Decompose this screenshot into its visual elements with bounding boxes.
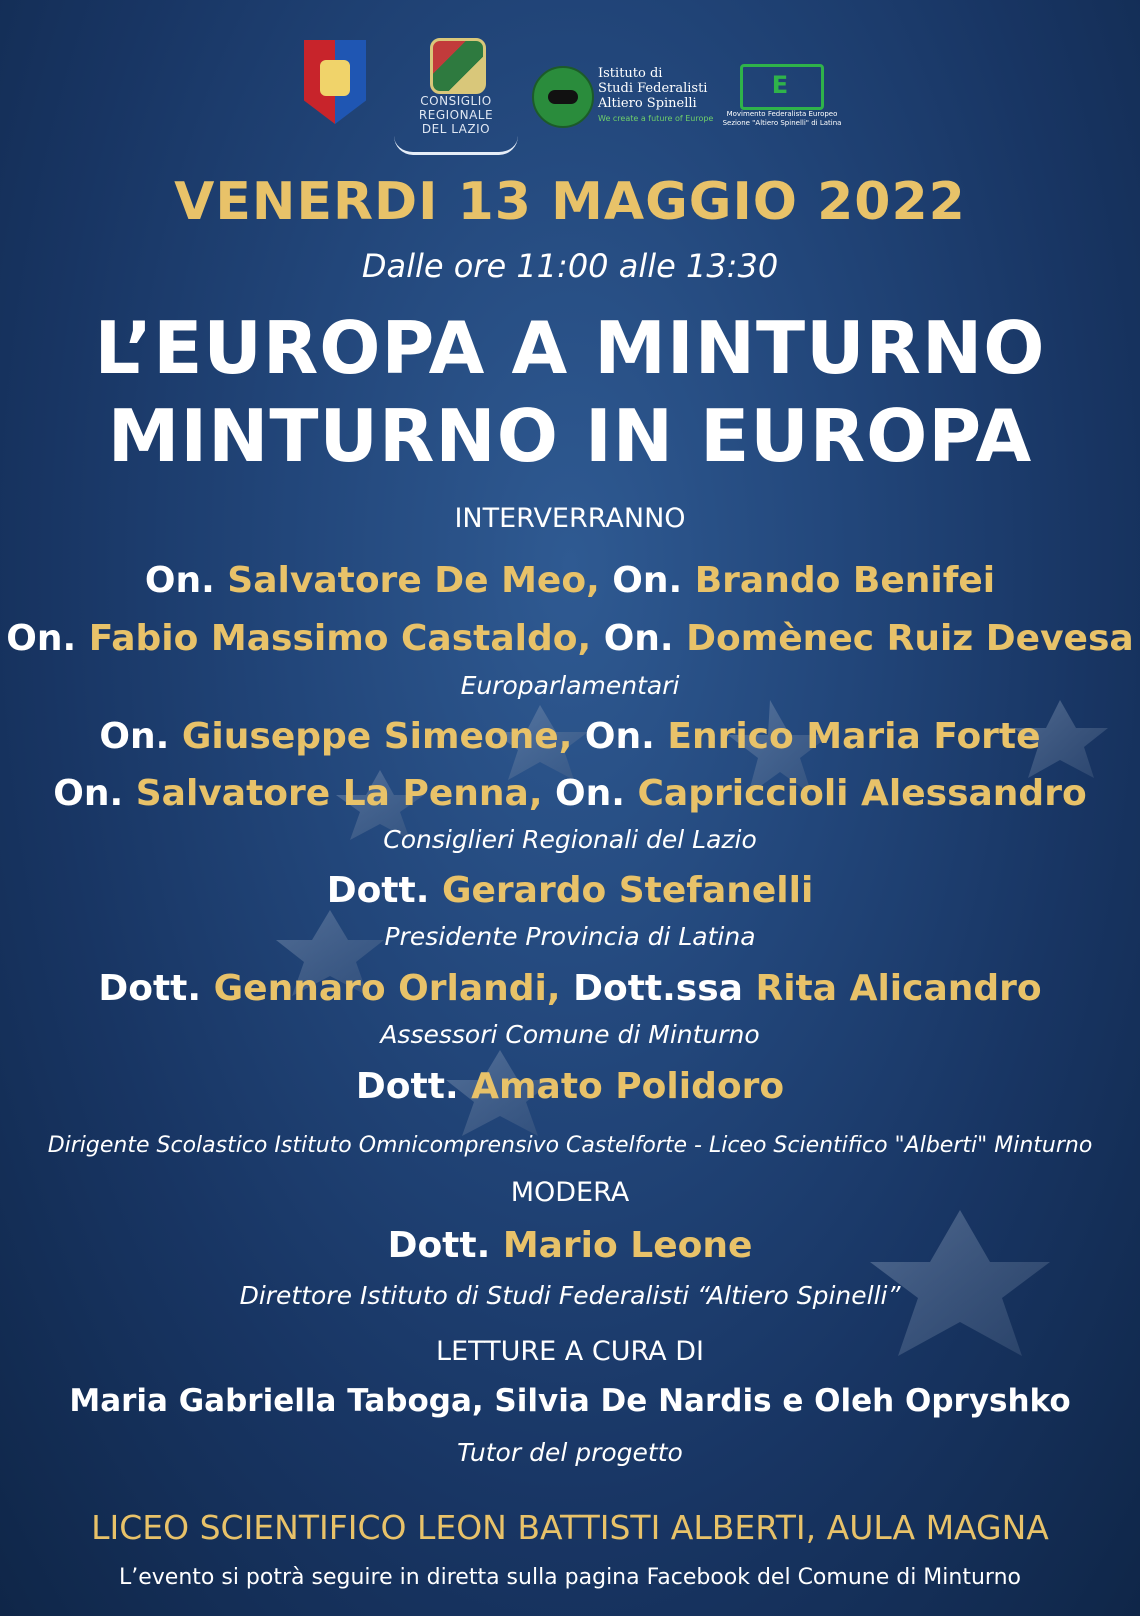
speaker-line-europarl-2: On. Fabio Massimo Castaldo, On. Domènec Ruiz Devesa — [6, 618, 1134, 659]
event-date: VENERDI 13 MAGGIO 2022 — [174, 172, 966, 232]
consiglio-regionale-logo — [386, 36, 526, 152]
event-time: Dalle ore 11:00 alle 13:30 — [361, 247, 779, 285]
speaker-line-assessori: Dott. Gennaro Orlandi, Dott.ssa Rita Alicandro — [98, 968, 1042, 1009]
mfe-logo-text: Movimento Federalista Europeo Sezione "Altiero Spinelli" di Latina — [722, 110, 842, 127]
speakers-heading: INTERVERRANNO — [454, 503, 686, 534]
role-europarlamentari: Europarlamentari — [460, 671, 680, 700]
regione-lazio-emblem-icon — [430, 38, 486, 94]
movimento-federalista-logo — [724, 62, 840, 126]
mfe-e-icon: E — [740, 64, 824, 110]
event-title-line1: L’EUROPA A MINTURNO — [94, 306, 1046, 390]
role-dirigente: Dirigente Scolastico Istituto Omnicomprensivo Castelforte - Liceo Scientifico "Alberti" Minturno — [47, 1133, 1093, 1158]
readings-names: Maria Gabriella Taboga, Silvia De Nardis e Oleh Opryshko — [69, 1383, 1071, 1419]
role-moderator: Direttore Istituto di Studi Federalisti “Altiero Spinelli” — [239, 1281, 901, 1310]
role-presidente-provincia: Presidente Provincia di Latina — [384, 922, 756, 951]
istituto-badge-icon — [532, 66, 594, 128]
speaker-line-provincia: Dott. Gerardo Stefanelli — [326, 870, 814, 911]
moderator-heading: MODERA — [510, 1177, 630, 1208]
speaker-line-dirigente: Dott. Amato Polidoro — [355, 1066, 785, 1107]
role-consiglieri: Consiglieri Regionali del Lazio — [383, 825, 757, 854]
istituto-logo-text: Istituto di Studi Federalisti Altiero Spinelli — [598, 66, 708, 111]
consiglio-logo-arc — [394, 136, 518, 155]
consiglio-logo-text: CONSIGLIO REGIONALE DEL LAZIO — [418, 94, 494, 136]
event-title-line2: MINTURNO IN EUROPA — [107, 394, 1033, 478]
role-tutor: Tutor del progetto — [457, 1438, 683, 1467]
readings-heading: LETTURE A CURA DI — [436, 1336, 704, 1367]
role-assessori: Assessori Comune di Minturno — [380, 1020, 760, 1049]
speaker-line-regional-2: On. Salvatore La Penna, On. Capriccioli Alessandro — [53, 773, 1087, 814]
moderator-line: Dott. Mario Leone — [387, 1225, 753, 1266]
event-venue: LICEO SCIENTIFICO LEON BATTISTI ALBERTI, AULA MAGNA — [91, 1508, 1049, 1547]
istituto-spinelli-logo — [532, 64, 714, 128]
comune-crest-logo — [304, 40, 366, 124]
event-facebook-note: L’evento si potrà seguire in diretta sulla pagina Facebook del Comune di Minturno — [119, 1565, 1021, 1590]
crest-emblem-icon — [320, 60, 350, 96]
istituto-tagline: We create a future of Europe — [598, 114, 714, 123]
speaker-line-europarl-1: On. Salvatore De Meo, On. Brando Benifei — [144, 560, 996, 601]
speaker-line-regional-1: On. Giuseppe Simeone, On. Enrico Maria Forte — [99, 716, 1041, 757]
